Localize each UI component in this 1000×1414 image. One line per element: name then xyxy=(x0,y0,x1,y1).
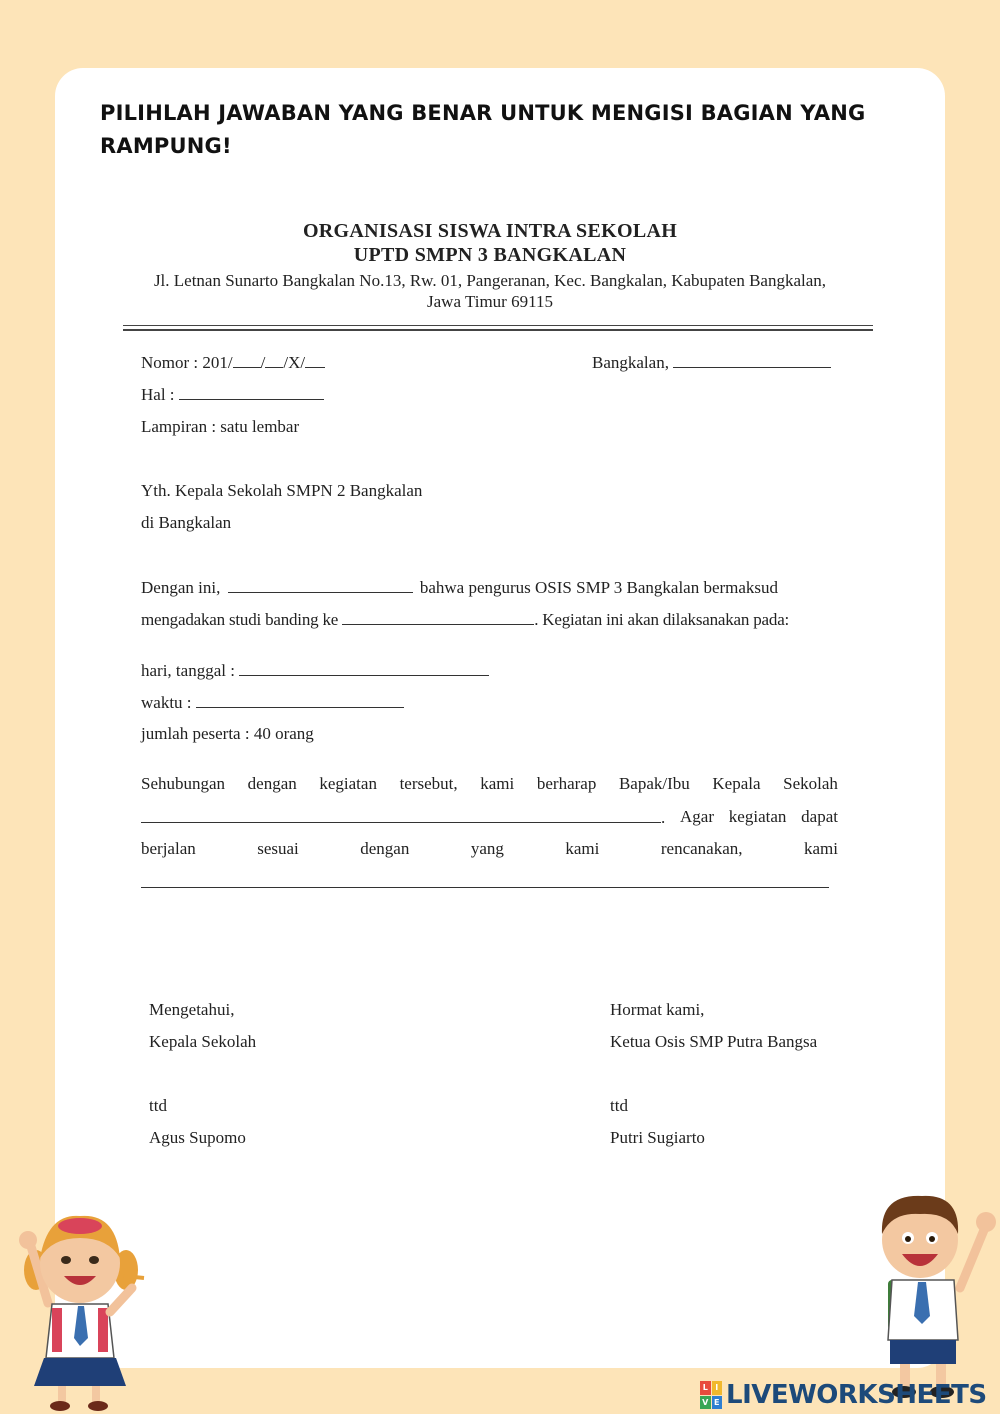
hari-blank[interactable] xyxy=(239,660,489,676)
paragraph-1-line-1 xyxy=(141,577,778,598)
waktu-blank[interactable] xyxy=(196,692,404,708)
hal-label: Hal : xyxy=(141,385,175,404)
waktu-label: waktu : xyxy=(141,693,192,712)
letterhead-org: ORGANISASI SISWA INTRA SEKOLAH xyxy=(302,220,678,242)
liveworksheets-mark-icon: L I V E xyxy=(700,1381,722,1409)
nomor-blank-2[interactable] xyxy=(265,352,283,368)
p2-word: sesuai xyxy=(257,839,299,858)
waktu-line xyxy=(141,692,404,713)
date-line xyxy=(592,352,831,373)
nomor-label: Nomor : 201/ xyxy=(141,353,233,372)
p1-line2-end: . Kegiatan ini akan dilaksanakan pada: xyxy=(534,610,790,629)
p2-word: Bapak/Ibu xyxy=(618,774,690,793)
letterhead-address-1: Jl. Letnan Sunarto Bangkalan No.13, Rw. 01, Pangeranan, Kec. Bangkalan, Kabupaten Bangkalan, xyxy=(153,271,827,290)
peserta-line: jumlah peserta : 40 orang xyxy=(141,724,314,743)
nomor-sep-1: / xyxy=(260,353,266,372)
p2-word: Kepala xyxy=(712,774,761,793)
instruction-text: PILIHLAH JAWABAN YANG BENAR UNTUK MENGISI BAGIAN YANG RAMPUNG! xyxy=(100,101,866,158)
sig-left-line-2: Kepala Sekolah xyxy=(149,1032,257,1051)
p2-word: kegiatan xyxy=(728,807,787,826)
sig-left-line-1: Mengetahui, xyxy=(149,1000,235,1019)
nomor-blank-1[interactable] xyxy=(233,352,261,368)
p2-word: berjalan xyxy=(141,839,196,858)
p2-word: berharap xyxy=(536,774,597,793)
place-label: Bangkalan, xyxy=(592,353,669,372)
p2-word: tersebut, xyxy=(399,774,458,793)
p1-blank-1[interactable] xyxy=(228,577,413,593)
hari-label: hari, tanggal : xyxy=(141,661,235,680)
sig-left-name: Agus Supomo xyxy=(149,1128,246,1147)
sig-right-name: Putri Sugiarto xyxy=(610,1128,705,1147)
nomor-sep-2: /X/ xyxy=(283,353,306,372)
sig-right-line-1: Hormat kami, xyxy=(610,1000,705,1019)
p2-word: dengan xyxy=(360,839,410,858)
p2-word: dengan xyxy=(247,774,297,793)
p2-word: Sekolah xyxy=(783,774,838,793)
p1-start: Dengan ini, xyxy=(141,578,221,597)
letterhead xyxy=(110,219,870,312)
recipient-line-1: Yth. Kepala Sekolah SMPN 2 Bangkalan xyxy=(141,481,423,500)
p2-word: Agar xyxy=(680,807,715,826)
sig-right-line-2: Ketua Osis SMP Putra Bangsa xyxy=(610,1032,818,1051)
girl-student-illustration xyxy=(8,1208,148,1412)
sig-right-ttd: ttd xyxy=(610,1096,628,1115)
p2-blank-line xyxy=(141,872,829,893)
nomor-line xyxy=(141,352,325,373)
p1-line2-start: mengadakan studi banding ke xyxy=(141,610,339,629)
p2-word: rencanakan, xyxy=(660,839,743,858)
p1-blank-2[interactable] xyxy=(342,609,534,625)
p2-word: kegiatan xyxy=(319,774,377,793)
hari-line xyxy=(141,660,489,681)
letterhead-school: UPTD SMPN 3 BANGKALAN xyxy=(353,244,627,266)
hal-blank[interactable] xyxy=(179,384,324,400)
sig-left-ttd: ttd xyxy=(149,1096,167,1115)
liveworksheets-logo xyxy=(700,1378,987,1412)
p2-word: dapat xyxy=(801,807,838,826)
lampiran-line: Lampiran : satu lembar xyxy=(141,417,300,436)
paragraph-2-line-2 xyxy=(141,807,838,827)
p2-word: Sehubungan xyxy=(141,774,226,793)
letterhead-rule-thin xyxy=(123,325,873,326)
p2-blank-2[interactable] xyxy=(141,872,829,888)
date-blank[interactable] xyxy=(673,352,831,368)
paragraph-1-line-2 xyxy=(141,609,789,630)
paragraph-2-line-1 xyxy=(141,774,838,794)
p2-period: . xyxy=(661,808,666,827)
boy-student-illustration xyxy=(860,1188,1000,1408)
p1-after: bahwa pengurus OSIS SMP 3 Bangkalan bermaksud xyxy=(419,578,779,597)
p2-word: yang xyxy=(470,839,504,858)
letterhead-rule-thick xyxy=(123,329,873,331)
nomor-blank-3[interactable] xyxy=(305,352,325,368)
recipient-line-2: di Bangkalan xyxy=(141,513,232,532)
p2-word: kami xyxy=(565,839,600,858)
p2-blank-1[interactable] xyxy=(141,807,661,823)
p2-word: kami xyxy=(803,839,838,858)
liveworksheets-text: LIVEWORKSHEETS xyxy=(726,1380,987,1410)
hal-line xyxy=(141,384,324,405)
p2-word: kami xyxy=(480,774,515,793)
paragraph-2-line-3 xyxy=(141,839,838,859)
letterhead-address-2: Jawa Timur 69115 xyxy=(427,292,553,311)
